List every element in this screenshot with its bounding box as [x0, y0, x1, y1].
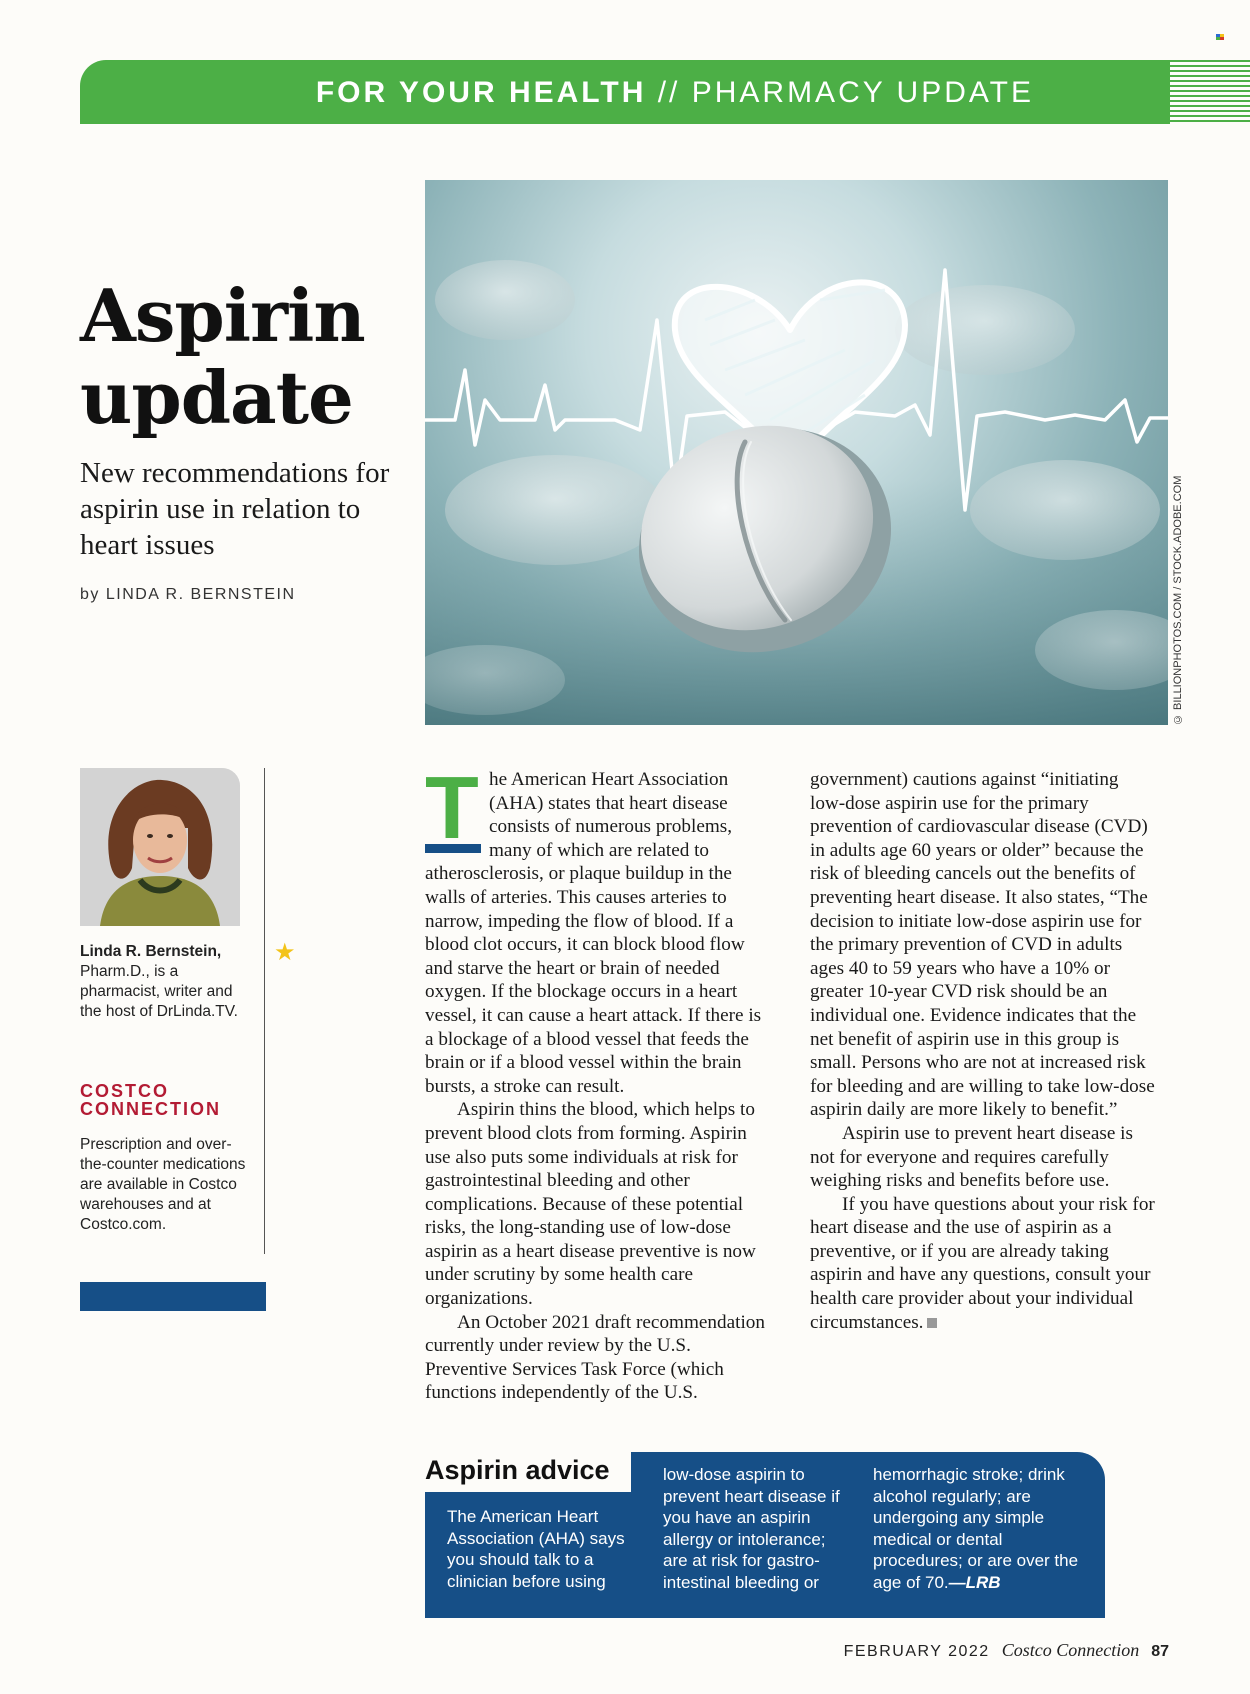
photo-credit: © BILLIONPHOTOS.COM / STOCK.ADOBE.COM — [1172, 475, 1184, 725]
paragraph-4: government) cautions against “initiating low-dose aspirin use for the primary prevention of cardiovascular disease (CVD) in adults age 60 years or older” because the risk of bleeding cancels out the benefits of preventing heart disease. It also states, “The decision to initiate low-dose aspirin use for the primary prevention of CVD in adults ages 40 to 59 years who have a 10% or greater 10-year CVD risk should be an individual one. Evidence indicates that the net benefit of aspirin use in this group is small. Persons who are not at increased risk for bleeding and are willing to take low-dose aspirin daily are more likely to benefit.” — [810, 769, 1155, 1121]
sidebar-divider — [264, 768, 265, 1254]
star-icon: ★ — [274, 940, 296, 966]
costco-connection-heading: COSTCO CONNECTION — [80, 1081, 221, 1119]
paragraph-5: Aspirin use to prevent heart disease is not for everyone and requires carefully weighing risks and benefits before use. — [810, 1122, 1133, 1192]
article-title: Aspirin update — [80, 273, 365, 440]
advice-column-3: hemorrhagic stroke; drink alcohol regularly; are undergoing any simple medical or dental procedures; or are over the age of 70.—LRB — [873, 1465, 1079, 1592]
paragraph-2: Aspirin thins the blood, which helps to prevent blood clots from forming. Aspirin use also puts some individuals at risk for gastrointestinal bleeding and other complications. Because of these potential risks, the long-standing use of low-dose aspirin as a heart disease preventive is now under scrutiny by some health care organizations. — [425, 1099, 756, 1310]
author-bio — [80, 942, 250, 1022]
sidebar-blue-bar — [80, 1282, 266, 1311]
section-banner — [80, 60, 1170, 124]
printer-color-mark — [1216, 34, 1224, 40]
article-column-2 — [810, 768, 1158, 1334]
costco-connection-body: Prescription and over-the-counter medications are available in Costco warehouses and at Costco.com. — [80, 1136, 246, 1233]
page-footer — [844, 1640, 1169, 1661]
end-mark-icon — [927, 1318, 937, 1328]
author-description: Pharm.D., is a pharmacist, writer and the host of DrLinda.TV. — [80, 963, 238, 1020]
page-number: 87 — [1151, 1643, 1169, 1660]
advice-title: Aspirin advice — [425, 1452, 631, 1492]
byline: by LINDA R. BERNSTEIN — [80, 586, 296, 603]
aspirin-advice-box — [425, 1452, 1105, 1618]
section-title: FOR YOUR HEALTH // PHARMACY UPDATE — [315, 76, 1034, 109]
article-subtitle: New recommendations for aspirin use in relation to heart issues — [80, 457, 390, 561]
author-name: Linda R. Bernstein, — [80, 943, 222, 960]
banner-stripes — [1170, 60, 1250, 124]
issue-date: FEBRUARY 2022 — [843, 1643, 990, 1660]
hero-image-heart-pills — [425, 180, 1168, 725]
author-portrait — [80, 768, 240, 926]
advice-signoff: —LRB — [948, 1572, 1001, 1592]
advice-column-1: The American Heart Association (AHA) says you should talk to a clinician before using — [447, 1507, 625, 1591]
hero-illustration — [425, 180, 1168, 725]
author-photo — [80, 768, 240, 926]
article-column-1 — [425, 758, 773, 1405]
magazine-name: Costco Connection — [1001, 1640, 1140, 1660]
paragraph-1: he American Heart Association (AHA) states that heart disease consists of numerous problems, many of which are related to atherosclerosis, or plaque buildup in the walls of arteries. This causes arteries to narrow, impeding the flow of blood. If a blood clot occurs, it can block blood flow and starve the heart or brain of needed oxygen. If the blockage occurs in a heart vessel, it can cause a heart attack. If there is a blockage of a blood vessel that feeds the brain or if a blood vessel within the brain bursts, a stroke can result. — [425, 769, 762, 1097]
paragraph-6: If you have questions about your risk for heart disease and the use of aspirin as a preventive, or if you are already taking aspirin and have any questions, consult your health care provider about your individual circumstances. — [810, 1193, 1155, 1333]
paragraph-3: An October 2021 draft recommendation currently under review by the U.S. Preventive Services Task Force (which functions independently of the U.S. — [425, 1311, 765, 1404]
advice-column-2: low-dose aspirin to prevent heart disease if you have an aspirin allergy or intolerance; are at risk for gastro-intestinal bleeding or — [663, 1465, 840, 1592]
drop-cap: T — [425, 768, 481, 853]
